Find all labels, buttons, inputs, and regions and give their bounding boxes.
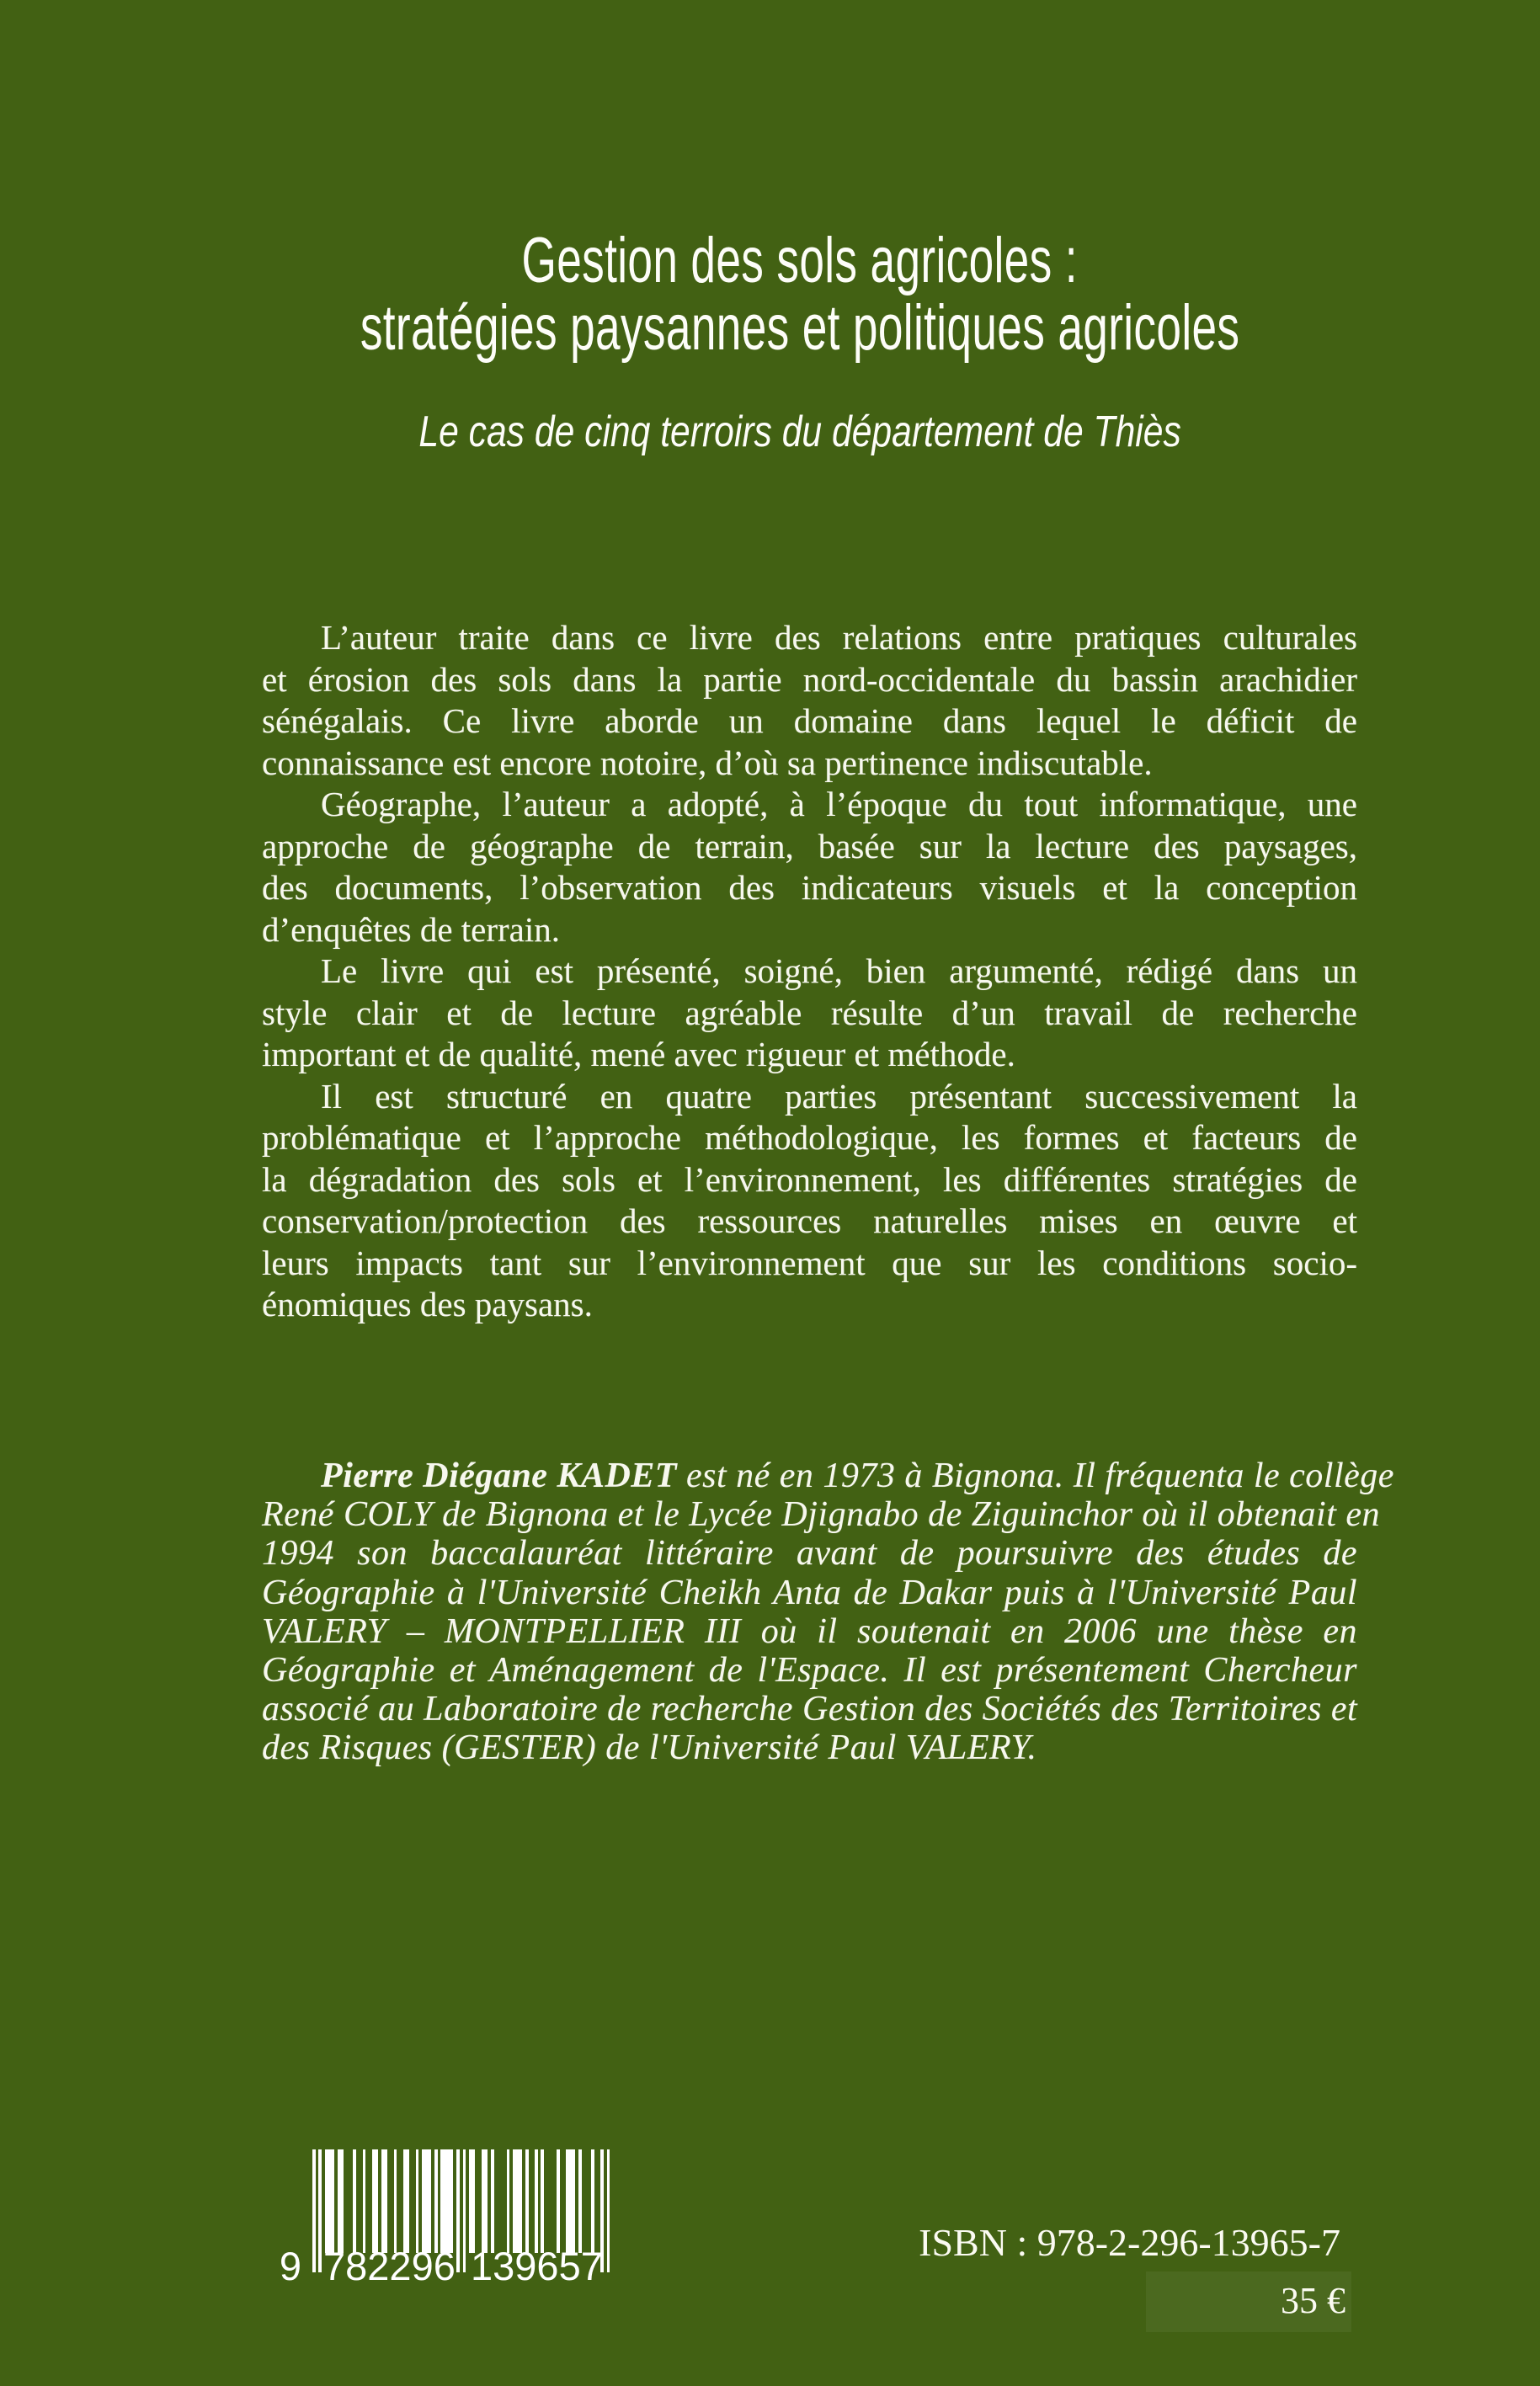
synopsis-line: conservation/protection des ressources naturelles mises en œuvre et [262, 1201, 1357, 1240]
barcode-prefix-digit: 9 [279, 2244, 301, 2288]
bio-line: Pierre Diégane KADET est né en 1973 à Bignona. Il fréquenta le collège [321, 1457, 1394, 1495]
synopsis-line: et érosion des sols dans la partie nord-occidentale du bassin arachidier [262, 659, 1357, 699]
barcode-digit: 7 [580, 2244, 603, 2288]
author-bio [262, 1457, 1394, 1768]
isbn-text: ISBN : 978-2-296-13965-7 [919, 2221, 1340, 2264]
barcode-digit: 6 [433, 2244, 456, 2288]
price-text: 35 € [1281, 2280, 1346, 2321]
barcode-digit: 2 [389, 2244, 412, 2288]
title-line-2 [60, 292, 1540, 364]
synopsis-line: problématique et l’approche méthodologique, les formes et facteurs de [262, 1118, 1357, 1157]
author-name: Pierre Diégane KADET [321, 1457, 677, 1495]
barcode-digit: 3 [493, 2244, 515, 2288]
bio-line: 1994 son baccalauréat littéraire avant de poursuivre des études de [262, 1534, 1357, 1574]
synopsis-line: Géographe, l’auteur a adopté, à l’époque du tout informatique, une [321, 785, 1357, 823]
synopsis-line: leurs impacts tant sur l’environnement que sur les conditions socio- [262, 1243, 1357, 1282]
barcode-digit: 6 [536, 2244, 559, 2288]
book-title [60, 227, 1540, 362]
book-subtitle-text: Le cas de cinq terroirs du département de Thiès [418, 407, 1181, 456]
synopsis [262, 617, 1357, 1326]
bio-line: VALERY – MONTPELLIER III où il soutenait en 2006 une thèse en [262, 1611, 1357, 1651]
barcode-digit: 2 [367, 2244, 390, 2288]
title-line-1 [60, 227, 1540, 295]
synopsis-line: la dégradation des sols et l’environnement, les différentes stratégies de [262, 1159, 1357, 1199]
bio-line: Géographie à l'Université Cheikh Anta de Dakar puis à l'Université Paul [262, 1573, 1357, 1612]
barcode-digit: 1 [471, 2244, 493, 2288]
barcode-digits-right [471, 2244, 603, 2288]
synopsis-line: important et de qualité, mené avec rigueur et méthode. [262, 1035, 1015, 1073]
title-line-2-text: stratégies paysannes et politiques agricoles [360, 292, 1240, 364]
barcode-digits-left [323, 2244, 456, 2288]
barcode-digit: 8 [345, 2244, 368, 2288]
bio-line: des Risques (GESTER) de l'Université Paul VALERY. [262, 1728, 1037, 1768]
barcode-digit: 5 [558, 2244, 581, 2288]
barcode-digit: 9 [411, 2244, 434, 2288]
synopsis-line: style clair et de lecture agréable résulte d’un travail de recherche [262, 993, 1357, 1032]
synopsis-line: sénégalais. Ce livre aborde un domaine dans lequel le déficit de [262, 701, 1357, 740]
barcode-digit: 7 [323, 2244, 346, 2288]
synopsis-line: Le livre qui est présenté, soigné, bien argumenté, rédigé dans un [321, 951, 1357, 990]
bio-line: Géographie et Aménagement de l'Espace. Il est présentement Chercheur [262, 1650, 1357, 1690]
barcode-digit: 9 [514, 2244, 537, 2288]
synopsis-line: d’enquêtes de terrain. [262, 909, 561, 949]
synopsis-line: énomiques des paysans. [262, 1285, 593, 1323]
synopsis-line: Il est structuré en quatre parties présentant successivement la [321, 1076, 1357, 1116]
title-line-1-text: Gestion des sols agricoles : [521, 225, 1079, 296]
synopsis-line: connaissance est encore notoire, d’où sa pertinence indiscutable. [262, 743, 1153, 782]
bio-line: René COLY de Bignona et le Lycée Djignabo de Ziguinchor où il obtenait en [262, 1495, 1381, 1535]
synopsis-line: L’auteur traite dans ce livre des relations entre pratiques culturales [321, 618, 1357, 657]
synopsis-line: approche de géographe de terrain, basée sur la lecture des paysages, [262, 826, 1357, 865]
barcode-bar [607, 2149, 610, 2272]
synopsis-line: des documents, l’observation des indicateurs visuels et la conception [262, 868, 1357, 907]
bio-line: associé au Laboratoire de recherche Gestion des Sociétés des Territoires et [262, 1690, 1358, 1729]
book-subtitle [60, 407, 1540, 456]
